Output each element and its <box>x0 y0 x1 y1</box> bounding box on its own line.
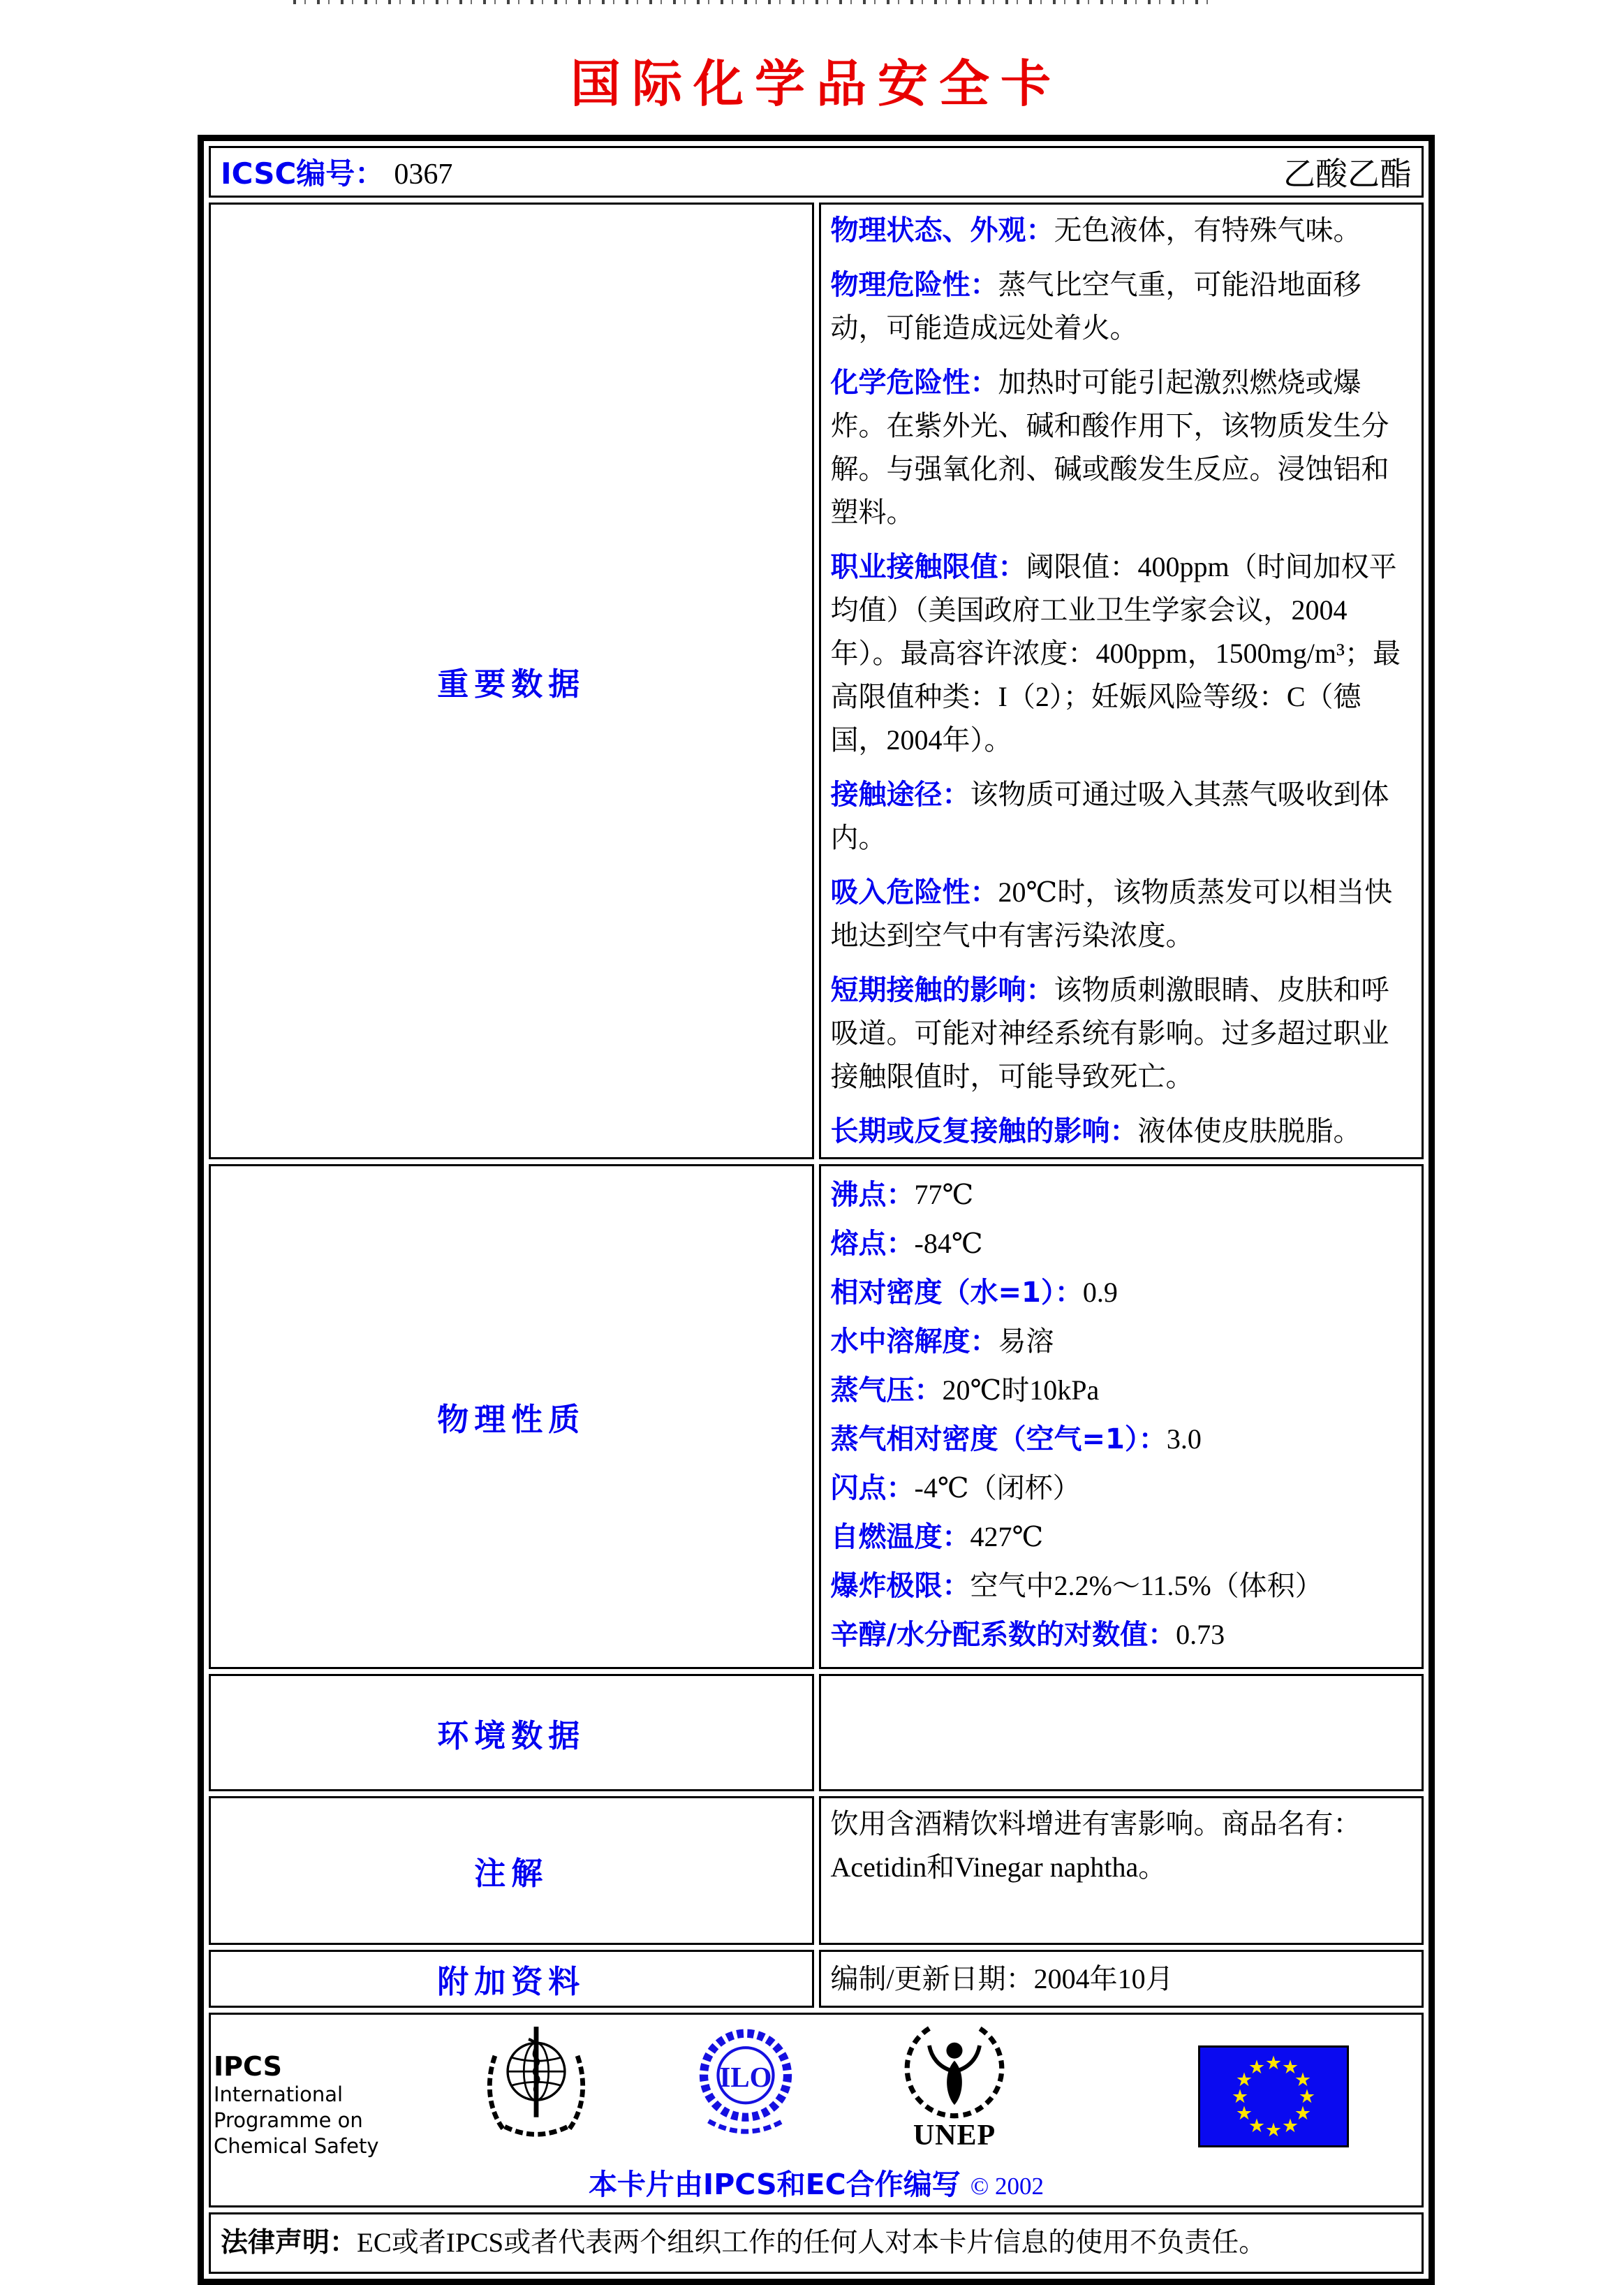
paragraph <box>831 773 1412 860</box>
paragraph <box>831 361 1412 534</box>
chemical-name: 乙酸乙酯 <box>1283 156 1412 192</box>
svg-text:★: ★ <box>1294 2103 1312 2124</box>
svg-text:★: ★ <box>1298 2086 1316 2107</box>
logos-strip <box>211 2018 1422 2203</box>
svg-text:★: ★ <box>1248 2057 1266 2078</box>
logos-row <box>209 2013 1424 2207</box>
header-cell <box>209 146 1424 198</box>
logos-cell <box>209 2013 1424 2207</box>
field-value: 20℃时，该物质蒸发可以相当快地达到空气中有害污染浓度。 <box>830 876 1393 951</box>
property-line <box>831 1366 1412 1415</box>
svg-text:★: ★ <box>1235 2103 1253 2124</box>
ipcs-name-line: Programme on <box>214 2108 363 2132</box>
section-label-important-data: 重要数据 <box>209 203 814 1159</box>
icsc-card-table <box>198 135 1435 2285</box>
additional-info-text: 编制/更新日期：2004年10月 <box>830 1962 1174 1994</box>
svg-text:★: ★ <box>1235 2069 1253 2090</box>
field-label: 相对密度（水=1）： <box>830 1277 1083 1309</box>
ipcs-text-block <box>214 2051 379 2159</box>
section-label-notes: 注解 <box>209 1796 814 1945</box>
field-label: 化学危险性： <box>830 367 998 399</box>
legal-notice <box>221 2219 1412 2268</box>
field-value: 0.9 <box>1082 1277 1118 1308</box>
property-line <box>831 1464 1412 1513</box>
svg-text:★: ★ <box>1281 2115 1299 2136</box>
field-value: 3.0 <box>1166 1423 1202 1455</box>
legal-row <box>209 2212 1424 2274</box>
field-label: 水中溶解度： <box>830 1325 998 1358</box>
eu-flag-icon <box>1198 2045 1349 2147</box>
paragraph <box>831 209 1412 252</box>
important-data-content <box>819 203 1424 1159</box>
legal-notice-text: EC或者IPCS或者代表两个组织工作的任何人对本卡片信息的使用不负责任。 <box>357 2228 1267 2258</box>
section-label-environmental-data: 环境数据 <box>209 1674 814 1791</box>
physical-properties-row <box>209 1164 1424 1669</box>
physical-properties-content <box>819 1164 1424 1669</box>
ilo-logo-text: ILO <box>719 2062 772 2094</box>
field-label: 物理危险性： <box>830 269 998 301</box>
field-value: 加热时可能引起激烈燃烧或爆炸。在紫外光、碱和酸作用下，该物质发生分解。与强氧化剂、碱或酸发生反应。浸蚀铝和塑料。 <box>830 367 1389 528</box>
legal-cell <box>209 2212 1424 2274</box>
field-label: 物理状态、外观： <box>830 214 1054 247</box>
property-line <box>831 1610 1412 1659</box>
field-label: 熔点： <box>830 1228 915 1260</box>
field-label: 蒸气压： <box>830 1374 943 1406</box>
field-label: 爆炸极限： <box>830 1570 970 1602</box>
ipcs-name-line: Chemical Safety <box>214 2134 379 2158</box>
field-value: 液体使皮肤脱脂。 <box>1137 1115 1361 1147</box>
property-line <box>831 1170 1412 1219</box>
property-line <box>831 1513 1412 1562</box>
unep-logo-icon <box>899 2020 1010 2125</box>
field-value: 空气中2.2%～11.5%（体积） <box>970 1570 1323 1601</box>
cooperation-caption <box>211 2161 1422 2203</box>
legal-notice-label: 法律声明： <box>221 2227 357 2258</box>
svg-text:★: ★ <box>1248 2115 1266 2136</box>
field-label: 闪点： <box>830 1472 915 1504</box>
field-value: 阈限值：400ppm（时间加权平均值）（美国政府工业卫生学家会议，2004年）。最高容许浓度：400ppm，1500mg/m³；最高限值种类：I（2）；妊娠风险等级：C（德国，2004年）。 <box>830 551 1401 756</box>
field-value: -84℃ <box>914 1228 983 1259</box>
important-data-row <box>209 203 1424 1159</box>
svg-text:★: ★ <box>1281 2057 1299 2078</box>
paragraph <box>831 969 1412 1099</box>
icsc-number-value: 0367 <box>394 159 453 191</box>
svg-text:★: ★ <box>1294 2069 1312 2090</box>
svg-text:★: ★ <box>1264 2052 1283 2073</box>
notes-row <box>209 1796 1424 1945</box>
notes-text: 饮用含酒精饮料增进有害影响。商品名有：Acetidin和Vinegar naphtha。 <box>830 1808 1361 1883</box>
field-value: 0.73 <box>1176 1619 1225 1650</box>
icsc-number-group <box>221 151 452 193</box>
section-label-additional-info: 附加资料 <box>209 1950 814 2008</box>
page-top-clipped-text <box>293 0 1215 4</box>
field-value: 77℃ <box>914 1179 974 1210</box>
field-label: 蒸气相对密度（空气=1）： <box>830 1423 1167 1455</box>
field-label: 长期或反复接触的影响： <box>830 1115 1138 1147</box>
copyright-text: © 2002 <box>970 2173 1044 2200</box>
cooperation-caption-text: 本卡片由IPCS和EC合作编写 <box>588 2168 961 2201</box>
field-value: 20℃时10kPa <box>942 1374 1100 1406</box>
section-label-physical-properties: 物理性质 <box>209 1164 814 1669</box>
field-value: 427℃ <box>970 1521 1044 1552</box>
property-line <box>831 1562 1412 1610</box>
page-title: 国际化学品安全卡 <box>570 54 1062 113</box>
unep-logo-text: UNEP <box>913 2119 996 2152</box>
property-line <box>831 1415 1412 1464</box>
property-line <box>831 1268 1412 1317</box>
additional-info-content <box>819 1950 1424 2008</box>
svg-text:★: ★ <box>1231 2086 1249 2107</box>
field-label: 沸点： <box>830 1179 915 1211</box>
field-value: 易溶 <box>998 1325 1054 1357</box>
ipcs-abbr: IPCS <box>214 2051 282 2082</box>
paragraph <box>831 263 1412 350</box>
field-label: 短期接触的影响： <box>830 974 1054 1006</box>
field-label: 接触途径： <box>830 779 970 811</box>
additional-info-row <box>209 1950 1424 2008</box>
ipcs-name-line: International <box>214 2082 344 2106</box>
environmental-data-content <box>819 1674 1424 1791</box>
ilo-logo-icon <box>693 2022 798 2146</box>
field-value: -4℃（闭杯） <box>914 1472 1081 1504</box>
property-line <box>831 1219 1412 1268</box>
field-value: 该物质刺激眼睛、皮肤和呼吸道。可能对神经系统有影响。过多超过职业接触限值时，可能导致死亡。 <box>830 974 1389 1092</box>
environmental-data-row <box>209 1674 1424 1791</box>
field-label: 自燃温度： <box>830 1521 970 1553</box>
field-value: 无色液体，有特殊气味。 <box>1054 214 1361 246</box>
property-line <box>831 1317 1412 1366</box>
field-label: 职业接触限值： <box>830 551 1026 583</box>
paragraph <box>831 871 1412 957</box>
field-value: 该物质可通过吸入其蒸气吸收到体内。 <box>830 779 1389 853</box>
notes-content <box>819 1796 1424 1945</box>
field-label: 辛醇/水分配系数的对数值： <box>830 1619 1176 1651</box>
field-label: 吸入危险性： <box>830 876 998 909</box>
icsc-number-label: ICSC编号： <box>221 156 385 191</box>
paragraph <box>831 1110 1412 1153</box>
who-logo-icon <box>484 2022 589 2146</box>
paragraph <box>831 545 1412 762</box>
unep-logo-block <box>899 2020 1010 2152</box>
header-row <box>209 146 1424 198</box>
field-value: 蒸气比空气重，可能沿地面移动，可能造成远处着火。 <box>830 269 1361 344</box>
svg-text:★: ★ <box>1264 2119 1283 2140</box>
